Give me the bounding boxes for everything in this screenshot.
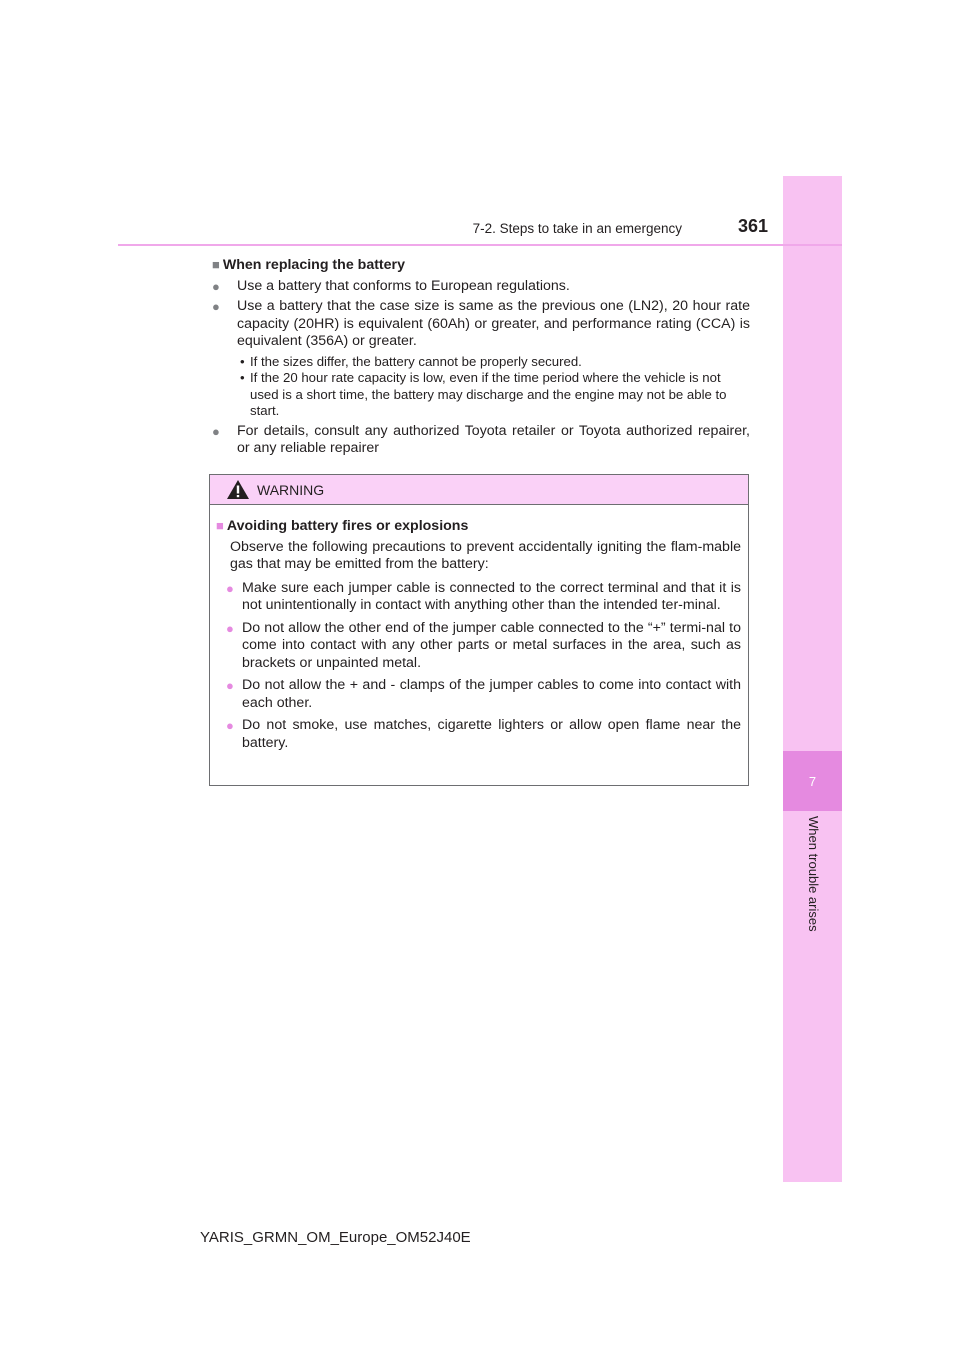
list-item: ● Make sure each jumper cable is connected to the correct terminal and that it is not unintentionally in contact with anything other than the intended ter-minal. (226, 579, 741, 613)
circle-bullet-icon: ● (226, 678, 234, 693)
warning-intro: Observe the following precautions to prevent accidentally igniting the flam-mable gas that may be emitted from the battery: (230, 538, 741, 572)
footer-doc-id: YARIS_GRMN_OM_Europe_OM52J40E (200, 1229, 471, 1246)
sub-list-item: • If the sizes differ, the battery cannot be properly secured. (240, 353, 582, 369)
chapter-title: When trouble arises (806, 816, 821, 932)
small-bullet-icon: • (240, 370, 245, 385)
circle-bullet-icon: ● (212, 278, 220, 294)
warning-heading: ■ Avoiding battery fires or explosions (216, 518, 469, 534)
replacing-heading: ■ When replacing the battery (212, 257, 405, 273)
small-bullet-icon: • (240, 353, 245, 369)
square-bullet-icon: ■ (212, 257, 220, 272)
circle-bullet-icon: ● (226, 718, 234, 733)
list-item: ● Do not allow the other end of the jumper cable connected to the “+” termi-nal to come into contact with any other parts or metal surfaces in the area, such as brackets or unpainted metal. (226, 619, 741, 671)
square-bullet-icon: ■ (216, 518, 224, 533)
circle-bullet-icon: ● (226, 620, 234, 636)
list-item: ● Use a battery that the case size is same as the previous one (LN2), 20 hour rate capacity (20HR) is equivalent (60Ah) or greater, and performance rating (CCA) is equivalent (356A) or greater. (212, 298, 750, 349)
header-divider (118, 244, 842, 246)
section-title: 7-2. Steps to take in an emergency (472, 221, 682, 236)
sub-list-item: • If the 20 hour rate capacity is low, even if the time period where the vehicle is not used is a short time, the battery may discharge and the engine may not be able to start. (240, 370, 727, 418)
circle-bullet-icon: ● (212, 299, 220, 314)
warning-box (209, 474, 749, 786)
replacing-section (212, 256, 750, 461)
chapter-number: 7 (783, 751, 842, 811)
list-item: ● Do not allow the + and - clamps of the jumper cables to come into contact with each other. (226, 677, 741, 711)
circle-bullet-icon: ● (226, 580, 234, 596)
warning-body (210, 505, 748, 752)
circle-bullet-icon: ● (212, 423, 220, 439)
page-number: 361 (738, 216, 769, 236)
warning-triangle-icon (227, 480, 249, 499)
list-item: ● Do not smoke, use matches, cigarette lighters or allow open flame near the battery. (226, 717, 741, 751)
warning-header (210, 475, 748, 505)
warning-title: WARNING (257, 482, 325, 498)
chapter-side-tab (783, 176, 842, 1182)
list-item: ● For details, consult any authorized Toyota retailer or Toyota authorized repairer, or any reliable repairer (212, 422, 750, 456)
list-item: ● Use a battery that conforms to European regulations. (212, 277, 570, 294)
